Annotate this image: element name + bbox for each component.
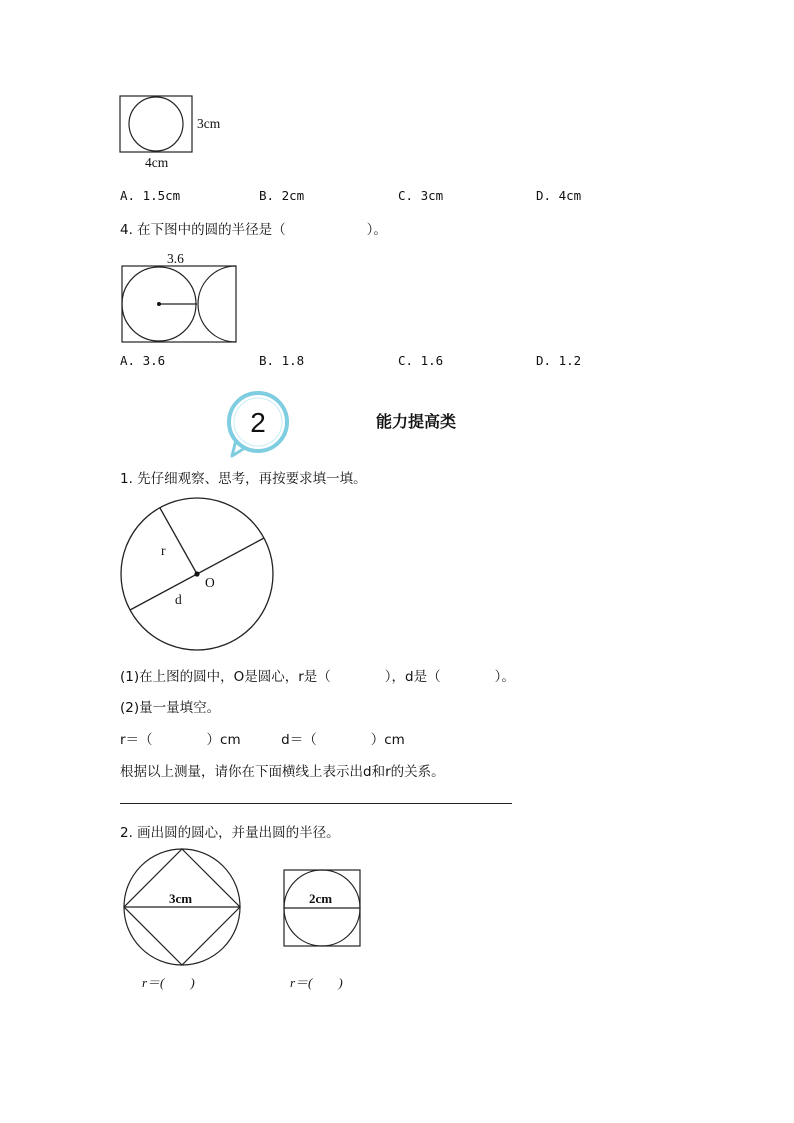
s2q1-circle-figure [118, 498, 278, 654]
s2q2-fig1-answer[interactable]: r＝( ) [142, 975, 195, 990]
q3-option-d[interactable]: D. 4cm [536, 188, 582, 203]
q4-option-c[interactable]: C. 1.6 [398, 353, 444, 368]
q3-option-b[interactable]: B. 2cm [259, 188, 305, 203]
s2q2-fig2-label: 2cm [309, 891, 333, 906]
s2q1-part1: (1)在上图的圆中，O是圆心，r是（ ），d是（ ）。 [120, 669, 515, 685]
q4-option-b[interactable]: B. 1.8 [259, 353, 305, 368]
s2q1-answer-line[interactable] [120, 803, 512, 804]
q4-center-dot [157, 302, 161, 306]
q3-option-a[interactable]: A. 1.5cm [120, 188, 181, 203]
s2q2-fig1-label: 3cm [169, 891, 193, 906]
q4-option-d[interactable]: D. 1.2 [536, 353, 582, 368]
s2q1-radius-line [160, 508, 197, 574]
s2q1-center-label: O [205, 575, 215, 590]
s2q1-measure: r＝（ ）cm d＝（ ）cm [120, 732, 405, 748]
section2-title: 能力提高类 [376, 412, 457, 431]
q3-height-label: 3cm [197, 116, 221, 131]
q3-width-label: 4cm [145, 155, 169, 170]
q4-top-label: 3.6 [167, 251, 184, 266]
s2q1-relation: 根据以上测量，请你在下面横线上表示出d和r的关系。 [120, 764, 445, 780]
s2q2-fig2-answer[interactable]: r＝( ) [290, 975, 343, 990]
s2q2-question: 2. 画出圆的圆心，并量出圆的半径。 [120, 825, 340, 841]
s2q2-fig2 [282, 868, 362, 948]
s2q2-fig1 [122, 846, 244, 968]
s2q1-radius-label: r [161, 543, 166, 558]
q3-rectangle [120, 96, 192, 152]
s2q1-part2: (2)量一量填空。 [120, 700, 221, 716]
s2q1-intro: 1. 先仔细观察、思考，再按要求填一填。 [120, 471, 367, 487]
q3-option-c[interactable]: C. 3cm [398, 188, 444, 203]
q4-question: 4. 在下图中的圆的半径是（ ）。 [120, 222, 387, 238]
s2q1-diameter-label: d [175, 592, 182, 607]
section2-badge-number: 2 [250, 407, 266, 438]
q4-option-a[interactable]: A. 3.6 [120, 353, 166, 368]
q3-circle [129, 97, 183, 151]
section2-badge-icon [222, 390, 296, 462]
q4-figure [120, 262, 240, 346]
s2q1-center-dot [194, 571, 199, 576]
q4-half-circle [198, 266, 236, 342]
q3-figure [118, 94, 228, 174]
